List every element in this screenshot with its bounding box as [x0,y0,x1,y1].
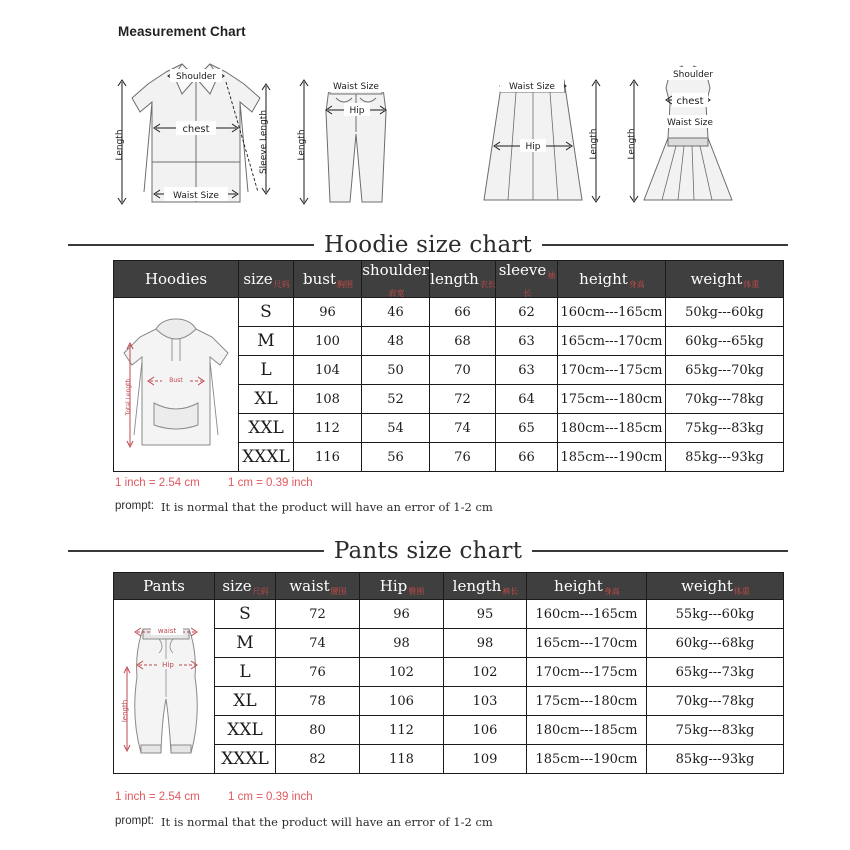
hoodie-cell-sleeve: 63 [496,327,558,356]
pants-cell-size: XL [215,687,276,716]
hoodie-cell-height: 175cm---180cm [558,385,666,414]
svg-text:Bust: Bust [169,376,183,384]
hoodie-cell-length: 70 [430,356,496,385]
hoodie-header-shoulder: shoulder$_{肩宽}$ [362,261,429,298]
svg-text:Hip: Hip [349,106,365,116]
heading-rule-right [532,550,788,552]
hoodie-brand-header: Hoodies [114,261,239,298]
hoodie-cell-sleeve: 65 [496,414,558,443]
pants-heading-text: Pants size chart [333,538,523,564]
heading-rule-left [68,550,324,552]
pants-cell-hip: 106 [360,687,444,716]
pants-prompt-text: It is normal that the product will have an error of 1-2 cm [161,815,493,829]
hoodie-heading-text: Hoodie size chart [324,232,532,258]
hoodie-cell-bust: 100 [294,327,362,356]
hoodie-cell-sleeve: 64 [496,385,558,414]
hoodie-cell-size: XL [239,385,294,414]
hoodie-size-table [113,260,784,472]
hoodie-size-table-wrap [113,260,784,472]
hoodie-cell-length: 72 [430,385,496,414]
hoodie-cell-size: M [239,327,294,356]
pants-cell-size: XXXL [215,745,276,774]
pants-header-weight: weight$_{体重}$ [647,573,784,600]
pants-cell-size: L [215,658,276,687]
hoodie-cell-size: S [239,298,294,327]
pants-cell-size: M [215,629,276,658]
pants-cell-height: 165cm---170cm [527,629,647,658]
hoodie-header-height: height$_{身高}$ [558,261,666,298]
hoodie-cell-weight: 50kg---60kg [666,298,784,327]
hoodie-cell-sleeve: 63 [496,356,558,385]
hoodie-cell-shoulder: 56 [362,443,430,472]
pants-size-table-wrap [113,572,784,774]
svg-text:Length: Length [297,129,307,161]
table-row [114,658,784,687]
table-row [114,687,784,716]
hoodie-cell-bust: 108 [294,385,362,414]
table-row [114,629,784,658]
svg-text:Total Length: Total Length [125,378,132,415]
figure-dress [620,42,756,214]
hoodie-cell-height: 170cm---175cm [558,356,666,385]
hoodie-cell-size: XXL [239,414,294,443]
hoodie-cell-weight: 75kg---83kg [666,414,784,443]
svg-text:chest: chest [182,124,210,135]
pants-cell-height: 170cm---175cm [527,658,647,687]
svg-text:Waist Size: Waist Size [333,82,379,92]
pants-brand-header: Pants [114,573,215,600]
pants-cell-height: 185cm---190cm [527,745,647,774]
svg-text:Length: Length [589,128,599,160]
hoodie-cell-length: 74 [430,414,496,443]
table-row [114,298,784,327]
hoodie-section-heading [68,232,788,258]
hoodie-cell-size: XXXL [239,443,294,472]
pants-section-heading [68,538,788,564]
hoodie-cell-shoulder: 52 [362,385,430,414]
measurement-figures [108,36,748,208]
pants-cell-hip: 102 [360,658,444,687]
pants-header-length: length$_{裤长}$ [444,573,527,600]
pants-cell-length: 102 [444,658,527,687]
hoodie-cell-bust: 116 [294,443,362,472]
pants-cell-hip: 98 [360,629,444,658]
hoodie-cell-sleeve: 66 [496,443,558,472]
pants-cell-weight: 60kg---68kg [647,629,784,658]
pants-cell-waist: 76 [276,658,360,687]
pants-size-table [113,572,784,774]
pants-cell-length: 109 [444,745,527,774]
svg-text:Shoulder: Shoulder [175,72,217,82]
svg-text:Waist Size: Waist Size [173,191,219,201]
pants-prompt-label: prompt: [115,815,154,827]
hoodie-header-weight: weight$_{体重}$ [666,261,784,298]
svg-text:Length: Length [627,128,637,160]
pants-cell-hip: 112 [360,716,444,745]
hoodie-cell-length: 68 [430,327,496,356]
hoodie-cell-shoulder: 46 [362,298,430,327]
pants-cell-length: 95 [444,600,527,629]
svg-text:Shoulder: Shoulder [672,70,714,80]
hoodie-cell-bust: 96 [294,298,362,327]
pants-cell-weight: 85kg---93kg [647,745,784,774]
pants-note-inch: 1 inch = 2.54 cm [115,791,200,803]
svg-text:Waist Size: Waist Size [667,118,713,128]
hoodie-cell-shoulder: 48 [362,327,430,356]
hoodie-table-header-row [114,261,784,298]
pants-cell-waist: 80 [276,716,360,745]
hoodie-cell-height: 180cm---185cm [558,414,666,443]
hoodie-cell-bust: 112 [294,414,362,443]
svg-text:Waist Size: Waist Size [509,82,555,92]
pants-header-height: height$_{身高}$ [527,573,647,600]
svg-text:chest: chest [676,96,704,107]
hoodie-cell-shoulder: 54 [362,414,430,443]
svg-text:length: length [121,699,129,722]
table-row [114,745,784,774]
svg-text:waist: waist [157,626,177,635]
hoodie-cell-height: 165cm---170cm [558,327,666,356]
svg-text:Sleeve Length: Sleeve Length [259,109,269,175]
hoodie-cell-weight: 65kg---70kg [666,356,784,385]
pants-cell-size: S [215,600,276,629]
pants-cell-waist: 82 [276,745,360,774]
table-row [114,600,784,629]
hoodie-cell-height: 160cm---165cm [558,298,666,327]
pants-cell-waist: 74 [276,629,360,658]
heading-rule-left [68,244,314,246]
pants-cell-weight: 65kg---73kg [647,658,784,687]
hoodie-header-sleeve: sleeve$_{袖长}$ [496,261,558,298]
figure-skirt [452,42,612,214]
hoodie-header-size: size$_{尺码}$ [239,261,294,298]
hoodie-cell-sleeve: 62 [496,298,558,327]
hoodie-cell-length: 76 [430,443,496,472]
pants-table-header-row [114,573,784,600]
hoodie-note-inch: 1 inch = 2.54 cm [115,477,200,489]
pants-cell-height: 175cm---180cm [527,687,647,716]
hoodie-cell-size: L [239,356,294,385]
figure-shirt [108,42,284,214]
hoodie-cell-height: 185cm---190cm [558,443,666,472]
hoodie-header-length: length$_{衣长}$ [430,261,496,298]
pants-cell-size: XXL [215,716,276,745]
hoodie-figure-cell [114,298,239,472]
svg-text:Length: Length [115,129,125,161]
hoodie-header-bust: bust$_{胸围}$ [294,261,362,298]
pants-header-size: size$_{尺码}$ [215,573,276,600]
table-row [114,716,784,745]
pants-cell-weight: 55kg---60kg [647,600,784,629]
pants-header-waist: waist$_{腰围}$ [276,573,360,600]
pants-figure-cell [114,600,215,774]
figure-pants [290,42,422,214]
hoodie-cell-length: 66 [430,298,496,327]
pants-cell-weight: 75kg---83kg [647,716,784,745]
hoodie-prompt-text: It is normal that the product will have an error of 1-2 cm [161,500,493,514]
pants-cell-weight: 70kg---78kg [647,687,784,716]
hoodie-note-cm: 1 cm = 0.39 inch [228,477,313,489]
pants-note-cm: 1 cm = 0.39 inch [228,791,313,803]
hoodie-cell-weight: 70kg---78kg [666,385,784,414]
pants-cell-hip: 118 [360,745,444,774]
hoodie-cell-bust: 104 [294,356,362,385]
pants-cell-waist: 78 [276,687,360,716]
hoodie-prompt-label: prompt: [115,500,154,512]
pants-cell-length: 106 [444,716,527,745]
hoodie-cell-shoulder: 50 [362,356,430,385]
svg-text:Hip: Hip [525,142,541,152]
hoodie-cell-weight: 60kg---65kg [666,327,784,356]
pants-cell-length: 103 [444,687,527,716]
pants-cell-hip: 96 [360,600,444,629]
heading-rule-right [542,244,788,246]
pants-cell-waist: 72 [276,600,360,629]
hoodie-cell-weight: 85kg---93kg [666,443,784,472]
pants-cell-height: 160cm---165cm [527,600,647,629]
pants-cell-length: 98 [444,629,527,658]
measurement-chart-title: Measurement Chart [118,24,246,39]
pants-cell-height: 180cm---185cm [527,716,647,745]
svg-text:Hip: Hip [162,660,174,669]
pants-header-hip: Hip$_{臀围}$ [360,573,444,600]
